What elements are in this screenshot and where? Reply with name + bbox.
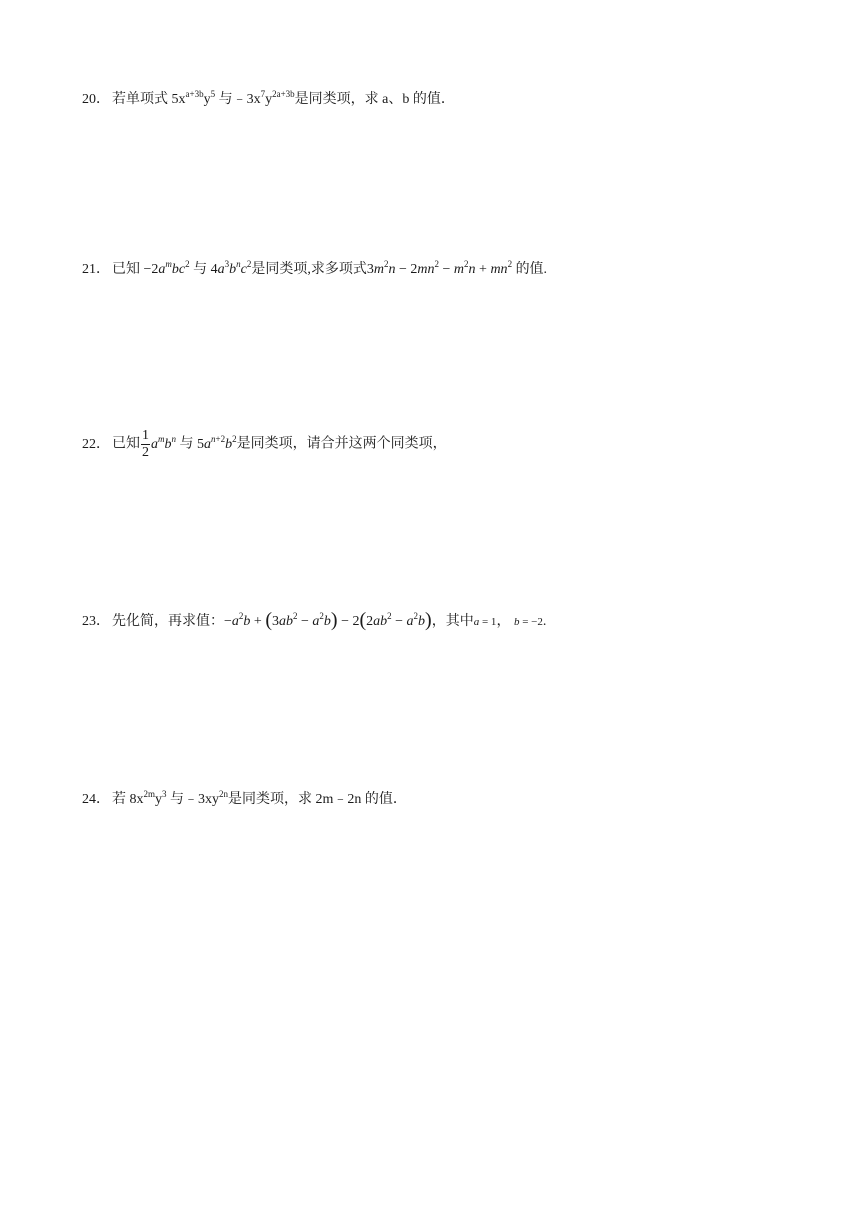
question-number: 22． <box>82 436 110 452</box>
question-prefix: 先化简，再求值： <box>112 614 224 629</box>
question-prefix: 已知 <box>112 262 140 277</box>
question-mid: 与 <box>179 436 194 452</box>
monomial-1: $8x^{2m}y^3$ <box>129 789 167 807</box>
fraction-one-half: $\frac{1}{2}$ <box>142 428 149 460</box>
monomial-1: $5x^{a+3b}y^5$ <box>171 89 216 107</box>
monomial-2: $3x^7y^{2a+3b}$ <box>246 89 295 107</box>
question-mid: 与 <box>193 262 208 277</box>
question-suffix: 是同类项，请合并这两个同类项， <box>236 436 447 452</box>
expression: $-a^2b + (3ab^2 - a^2b) - 2(2ab^2 - a^2b)$ <box>224 609 432 631</box>
question-suffix: 是同类项，求 2m﹣2n 的值． <box>228 792 407 807</box>
separator: ， <box>496 614 511 629</box>
question-mid: ，其中 <box>431 614 474 629</box>
question-number: 20． <box>82 92 110 107</box>
question-prefix: 已知 <box>112 436 140 452</box>
question-number: 23． <box>82 614 110 629</box>
question-suffix: 的值. <box>515 262 548 277</box>
monomial-1: $a^mb^n$ <box>151 433 176 452</box>
monomial-2: $4a^3b^nc^2$ <box>210 259 252 277</box>
monomial-1: $-2a^mbc^2$ <box>143 259 190 277</box>
question-suffix: . <box>542 614 547 629</box>
polynomial: $3m^2n - 2mn^2 - m^2n + mn^2$ <box>366 259 513 277</box>
question-suffix: 是同类项，求 a、b 的值． <box>294 92 455 107</box>
question-23 <box>82 609 547 632</box>
question-mid: 与﹣ <box>170 792 199 807</box>
question-prefix: 若 <box>112 792 126 807</box>
question-middle: 是同类项,求多项式 <box>251 262 367 277</box>
condition-a: a = 1 <box>473 616 497 628</box>
question-mid: 与﹣ <box>218 92 247 107</box>
condition-b: b = −2 <box>513 616 543 628</box>
question-20 <box>82 90 455 110</box>
monomial-2: $5a^{n+2}b^2$ <box>197 433 237 452</box>
question-number: 21． <box>82 262 110 277</box>
monomial-2: $3xy^{2n}$ <box>198 789 229 807</box>
question-24 <box>82 790 407 810</box>
question-number: 24． <box>82 792 110 807</box>
question-21 <box>82 260 547 280</box>
question-22 <box>82 428 447 461</box>
question-prefix: 若单项式 <box>112 92 168 107</box>
